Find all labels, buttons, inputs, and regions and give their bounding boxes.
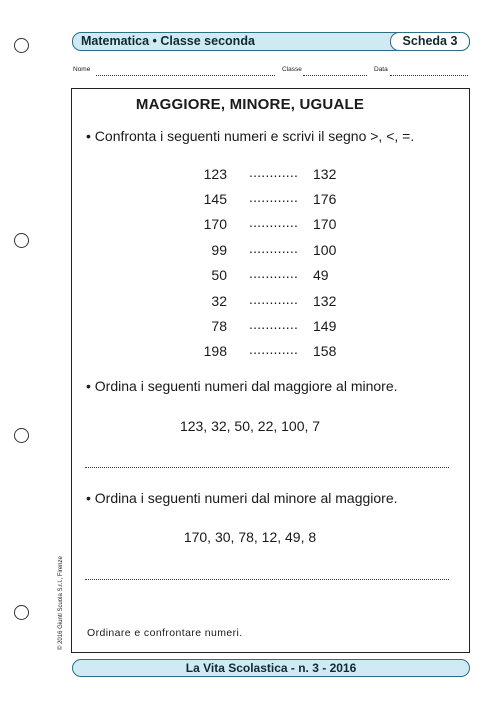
- number-sequence-descending: 123, 32, 50, 22, 100, 7: [179, 418, 321, 434]
- compare-right-number: 158: [313, 343, 337, 359]
- date-field[interactable]: [390, 75, 468, 76]
- instruction-descending: • Ordina i seguenti numeri dal maggiore al minore.: [86, 378, 398, 394]
- copyright-notice: © 2016 Giunti Scuola S.r.l., Firenze: [58, 556, 64, 650]
- header-subject: Matematica • Classe seconda: [81, 34, 255, 48]
- compare-left-number: 123: [203, 166, 227, 182]
- compare-row: [0, 267, 500, 287]
- compare-right-number: 149: [313, 318, 337, 334]
- compare-answer-blank[interactable]: ............: [249, 240, 299, 256]
- compare-left-number: 198: [203, 343, 227, 359]
- compare-row: [0, 318, 500, 338]
- binder-hole-1: [14, 38, 29, 53]
- compare-right-number: 132: [313, 293, 337, 309]
- sheet-number: Scheda 3: [402, 34, 458, 48]
- compare-answer-blank[interactable]: ............: [249, 291, 299, 307]
- compare-right-number: 170: [313, 216, 337, 232]
- compare-answer-blank[interactable]: ............: [249, 189, 299, 205]
- compare-left-number: 145: [203, 191, 227, 207]
- compare-answer-blank[interactable]: ............: [249, 341, 299, 357]
- name-field[interactable]: [96, 75, 275, 76]
- name-label: Nome: [73, 66, 91, 73]
- compare-left-number: 32: [211, 293, 227, 309]
- header-bar: [72, 32, 470, 51]
- compare-answer-blank[interactable]: ............: [249, 214, 299, 230]
- compare-right-number: 100: [313, 242, 337, 258]
- compare-left-number: 50: [211, 267, 227, 283]
- compare-row: [0, 191, 500, 211]
- compare-row: [0, 293, 500, 313]
- compare-answer-blank[interactable]: ............: [249, 164, 299, 180]
- number-sequence-ascending: 170, 30, 78, 12, 49, 8: [183, 529, 317, 545]
- compare-right-number: 132: [313, 166, 337, 182]
- publication-info: La Vita Scolastica - n. 3 - 2016: [185, 661, 357, 675]
- compare-answer-blank[interactable]: ............: [249, 265, 299, 281]
- compare-answer-blank[interactable]: ............: [249, 316, 299, 332]
- instruction-ascending: • Ordina i seguenti numeri dal minore al maggiore.: [86, 490, 398, 506]
- compare-row: [0, 216, 500, 236]
- learning-objective: Ordinare e confrontare numeri.: [87, 627, 243, 639]
- compare-row: [0, 166, 500, 186]
- compare-row: [0, 242, 500, 262]
- sheet-number-box: [390, 32, 470, 51]
- compare-right-number: 49: [313, 267, 329, 283]
- compare-right-number: 176: [313, 191, 337, 207]
- date-label: Data: [374, 66, 388, 73]
- compare-left-number: 170: [203, 216, 227, 232]
- binder-hole-4: [14, 605, 29, 620]
- instruction-compare: • Confronta i seguenti numeri e scrivi il segno >, <, =.: [86, 128, 415, 144]
- compare-left-number: 99: [211, 242, 227, 258]
- compare-row: [0, 343, 500, 363]
- answer-line-descending[interactable]: [85, 467, 449, 468]
- class-field[interactable]: [303, 75, 367, 76]
- footer-bar: [72, 659, 470, 677]
- answer-line-ascending[interactable]: [85, 579, 449, 580]
- worksheet-title: MAGGIORE, MINORE, UGUALE: [135, 96, 365, 113]
- compare-left-number: 78: [211, 318, 227, 334]
- class-label: Classe: [282, 66, 302, 73]
